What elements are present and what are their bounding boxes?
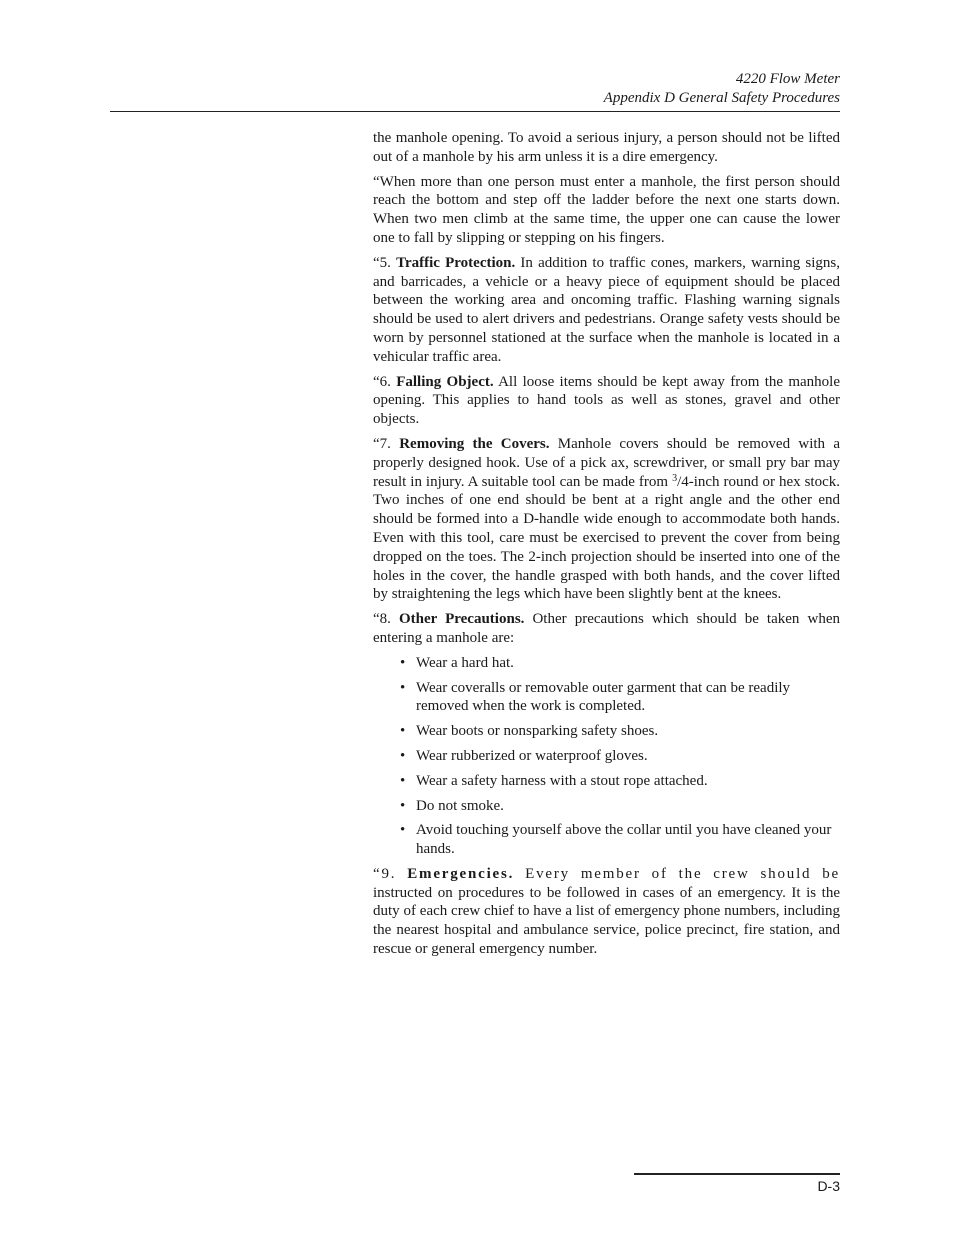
item-body: In addition to traffic cones, markers, warning signs, and barricades, a vehicle or a heavy piece of equipment should be placed between the working area and oncoming traffic. Flashing warning signals should be used to alert drivers and pedestrians. Orange safety vests should be worn by personnel stationed at the surface when the manhole is located in a vehicular traffic area. xyxy=(373,254,840,365)
list-item: • Avoid touching yourself above the collar until you have cleaned your hands. xyxy=(400,822,832,858)
item-heading: Other Precautions. xyxy=(398,611,525,628)
precautions-list xyxy=(373,654,840,859)
paragraph-traffic-protection xyxy=(373,254,840,367)
item-heading: Falling Object. xyxy=(396,373,494,390)
item-body: All loose items should be kept away from the manhole opening. This applies to hand tools as well as stones, gravel and other objects. xyxy=(373,373,840,428)
item-heading: Emergencies. xyxy=(407,865,515,882)
running-header xyxy=(604,70,840,108)
bullet-icon: • xyxy=(400,747,406,764)
paragraph-lifting: the manhole opening. To avoid a serious injury, a person should not be lifted out of a manhole by his arm unless it is a dire emergency. xyxy=(373,130,840,165)
item-body-continued: /4-inch round or hex stock. Two inches of one end should be bent at a right angle and the other end should be formed into a D-handle wide enough to accommodate both hands. Even with this tool, care must be exercised to prevent the cover from being dropped on the toes. The 2-inch projection should be inserted into one of the holes in the cover, the handle grasped with both hands, and the cover lifted by straightening the legs which have been slightly bent at the knees. xyxy=(373,473,840,603)
bullet-icon: • xyxy=(400,772,406,789)
paragraph-emergencies xyxy=(373,865,840,959)
list-item: • Wear coveralls or removable outer garment that can be readily removed when the work is completed. xyxy=(400,679,791,715)
bullet-icon: • xyxy=(400,679,406,696)
page-number: D-3 xyxy=(817,1178,840,1194)
item-body: Other precautions which should be taken when entering a manhole are: xyxy=(373,611,840,646)
list-item: • Wear boots or nonsparking safety shoes. xyxy=(400,723,659,740)
item-body: Manhole covers should be removed with a properly designed hook. Use of a pick ax, screwdriver, or small pry bar may result in injury. A suitable tool can be made from xyxy=(373,435,840,490)
paragraph-removing-covers xyxy=(373,435,840,604)
paragraph-other-precautions xyxy=(373,610,840,648)
item-number: “8. xyxy=(373,611,399,628)
item-body: instructed on procedures to be followed in cases of an emergency. It is the duty of each crew chief to have a list of emergency phone numbers, including the nearest hospital and ambulance service, police precinct, fire station, and rescue or general emergency number. xyxy=(373,884,840,958)
item-body-tracked: Every member of the crew should be xyxy=(514,865,841,882)
list-item: • Do not smoke. xyxy=(400,797,504,814)
bullet-icon: • xyxy=(400,723,406,740)
item-number: “9. xyxy=(373,865,408,882)
header-product-title: 4220 Flow Meter xyxy=(735,71,840,87)
fraction-numerator: 3 xyxy=(672,472,678,484)
item-number: “5. xyxy=(373,254,397,271)
bullet-icon: • xyxy=(400,797,406,814)
item-number: “6. xyxy=(373,373,397,390)
paragraph-falling-object xyxy=(373,373,840,429)
header-section-title: Appendix D General Safety Procedures xyxy=(603,90,840,106)
list-item: • Wear a hard hat. xyxy=(400,654,514,671)
bullet-icon: • xyxy=(400,654,406,671)
list-item: • Wear a safety harness with a stout rope attached. xyxy=(400,772,708,789)
paragraph-entering: “When more than one person must enter a manhole, the first person should reach the bottom and step off the ladder before the next one starts down. When two men climb at the same time, the upper one can cause the lower one to fall by slipping or stepping on his fingers. xyxy=(373,173,840,246)
body-column xyxy=(373,129,840,965)
item-heading: Removing the Covers. xyxy=(399,435,550,452)
item-heading: Traffic Protection. xyxy=(396,254,516,271)
bullet-icon: • xyxy=(400,822,406,839)
header-divider xyxy=(110,111,840,112)
list-item: • Wear rubberized or waterproof gloves. xyxy=(400,747,648,764)
item-number: “7. xyxy=(373,435,400,452)
footer-divider xyxy=(634,1173,840,1175)
